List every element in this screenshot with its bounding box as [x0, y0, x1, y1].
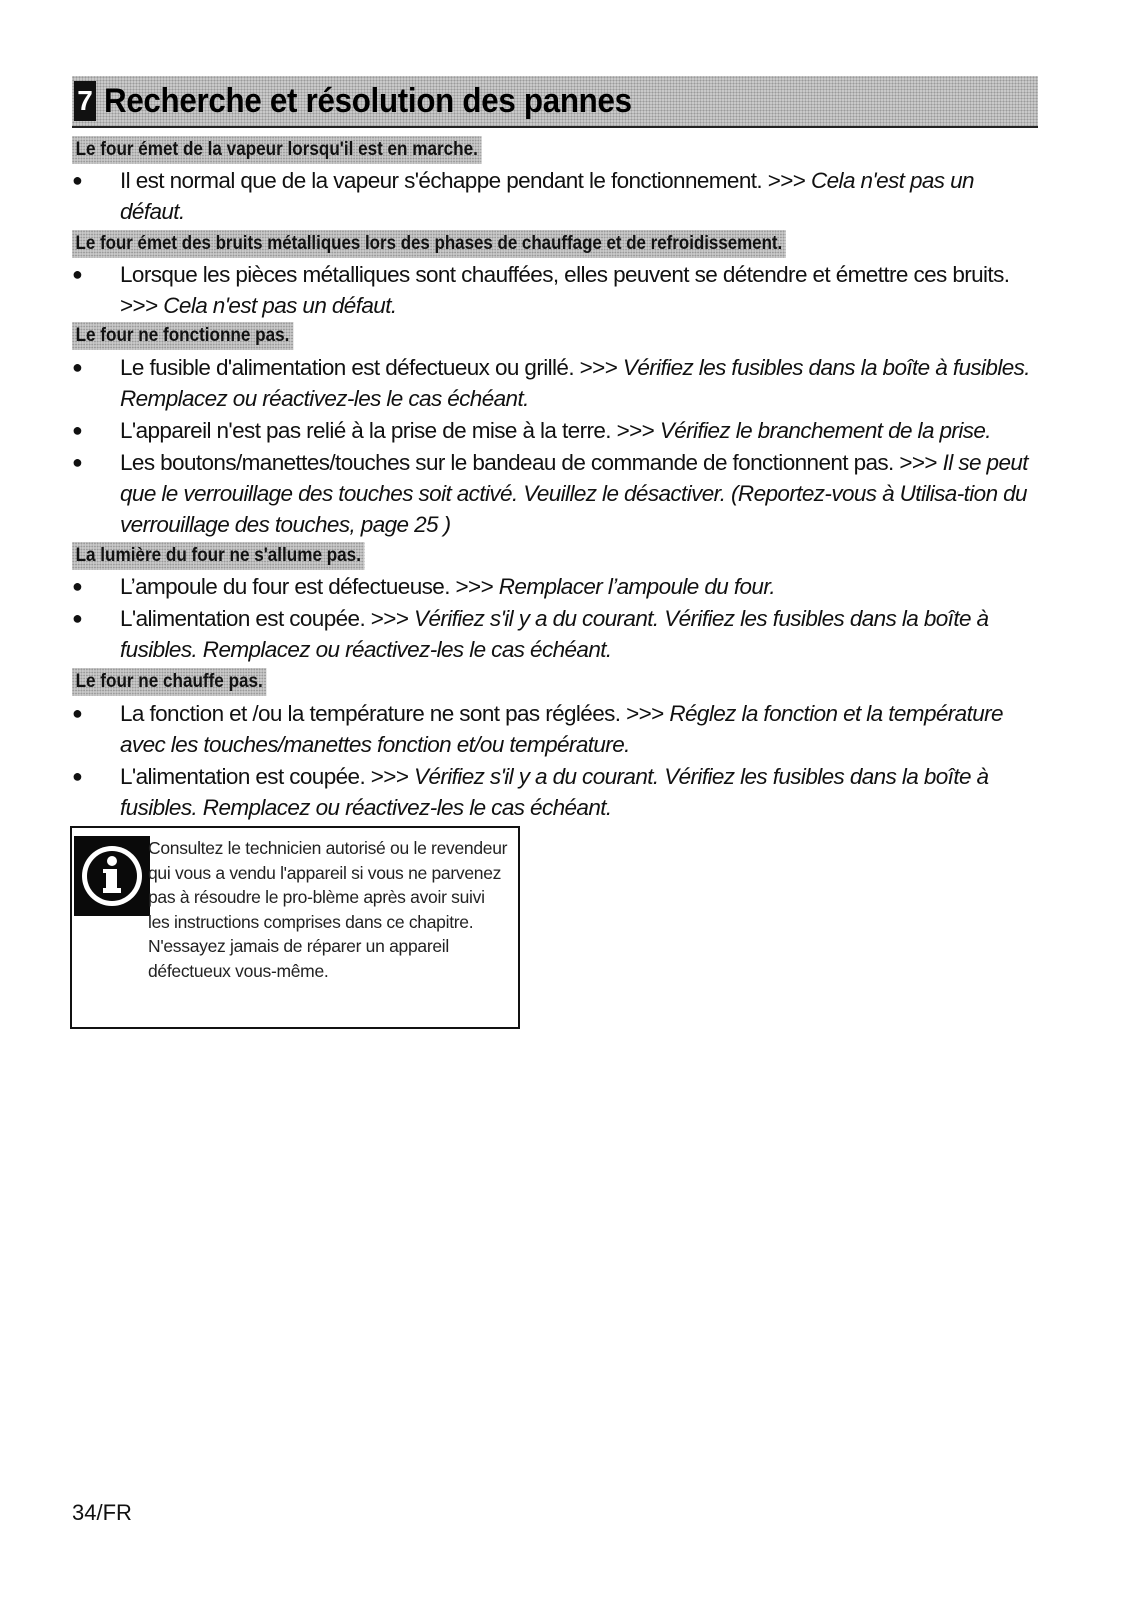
list-item: [72, 447, 1042, 540]
chapter-number: 7: [74, 81, 96, 121]
item-cause: L’ampoule du four est défectueuse. >>>: [120, 574, 499, 599]
list-item: [72, 165, 1042, 227]
item-cause: L'alimentation est coupée. >>>: [120, 606, 415, 631]
info-box: [70, 826, 520, 1029]
item-remedy: Cela n'est pas un défaut.: [163, 293, 397, 318]
list-item: [72, 603, 1042, 665]
item-cause: L'appareil n'est pas relié à la prise de mise à la terre. >>>: [120, 418, 660, 443]
item-remedy: Vérifiez s'il y a du courant. Vérifiez les fusibles dans la boîte à fusibles. Remplacez ou réactivez-les le cas échéant.: [120, 764, 989, 820]
bullet-icon: ●: [72, 420, 83, 440]
bullet-icon: ●: [72, 357, 83, 377]
item-cause: Les boutons/manettes/touches sur le bandeau de commande de fonctionnent pas. >>>: [120, 450, 943, 475]
info-icon: [74, 836, 150, 916]
item-remedy: Remplacer l’ampoule du four.: [498, 574, 776, 599]
list-item: [72, 259, 1042, 321]
chapter-header: [72, 76, 1038, 128]
item-cause: Il est normal que de la vapeur s'échappe pendant le fonctionnement. >>>: [120, 168, 811, 193]
list-item: [72, 761, 1042, 823]
bullet-icon: ●: [72, 576, 83, 596]
list-item: [72, 415, 1042, 446]
bullet-icon: ●: [72, 766, 83, 786]
section-heading: Le four ne fonctionne pas.: [72, 322, 293, 350]
item-cause: L'alimentation est coupée. >>>: [120, 764, 415, 789]
item-remedy: Réglez la fonction et la température avec les touches/manettes fonction et/ou température.: [120, 701, 1003, 757]
item-remedy: Cela n'est pas un défaut.: [120, 168, 974, 224]
list-item: [72, 698, 1042, 760]
chapter-title: Recherche et résolution des pannes: [104, 82, 632, 120]
section-heading: Le four émet des bruits métalliques lors des phases de chauffage et de refroidissement.: [72, 230, 786, 258]
list-item: [72, 352, 1042, 414]
list-item: [72, 571, 1042, 602]
item-remedy: Vérifiez les fusibles dans la boîte à fusibles. Remplacez ou réactivez-les le cas échéant.: [120, 355, 1030, 411]
section-heading: Le four ne chauffe pas.: [72, 668, 266, 696]
item-remedy: Vérifiez le branchement de la prise.: [659, 418, 991, 443]
section-heading: Le four émet de la vapeur lorsqu'il est en marche.: [72, 136, 481, 164]
bullet-icon: ●: [72, 264, 83, 284]
bullet-icon: ●: [72, 703, 83, 723]
bullet-icon: ●: [72, 452, 83, 472]
bullet-icon: ●: [72, 170, 83, 190]
page-number: 34/FR: [72, 1500, 132, 1525]
item-cause: Le fusible d'alimentation est défectueux ou grillé. >>>: [120, 355, 623, 380]
section-heading: La lumière du four ne s'allume pas.: [72, 542, 365, 570]
item-remedy: Vérifiez s'il y a du courant. Vérifiez les fusibles dans la boîte à fusibles. Remplacez ou réactivez-les le cas échéant.: [120, 606, 989, 662]
bullet-icon: ●: [72, 608, 83, 628]
item-remedy: Il se peut que le verrouillage des touches soit activé. Veuillez le désactiver. (Reportez-vous à Utilisa-tion du verrouillage des touches, page 25 ): [120, 450, 1028, 537]
item-cause: Lorsque les pièces métalliques sont chauffées, elles peuvent se détendre et émettre ces bruits. >>>: [120, 262, 1010, 318]
item-cause: La fonction et /ou la température ne sont pas réglées. >>>: [120, 701, 670, 726]
info-text: Consultez le technicien autorisé ou le revendeur qui vous a vendu l'appareil si vous ne parvenez pas à résoudre le pro-blème après avoir suivi les instructions comprises dans ce chapitre. N'essayez jamais de réparer un appareil défectueux vous-même.: [148, 838, 508, 981]
